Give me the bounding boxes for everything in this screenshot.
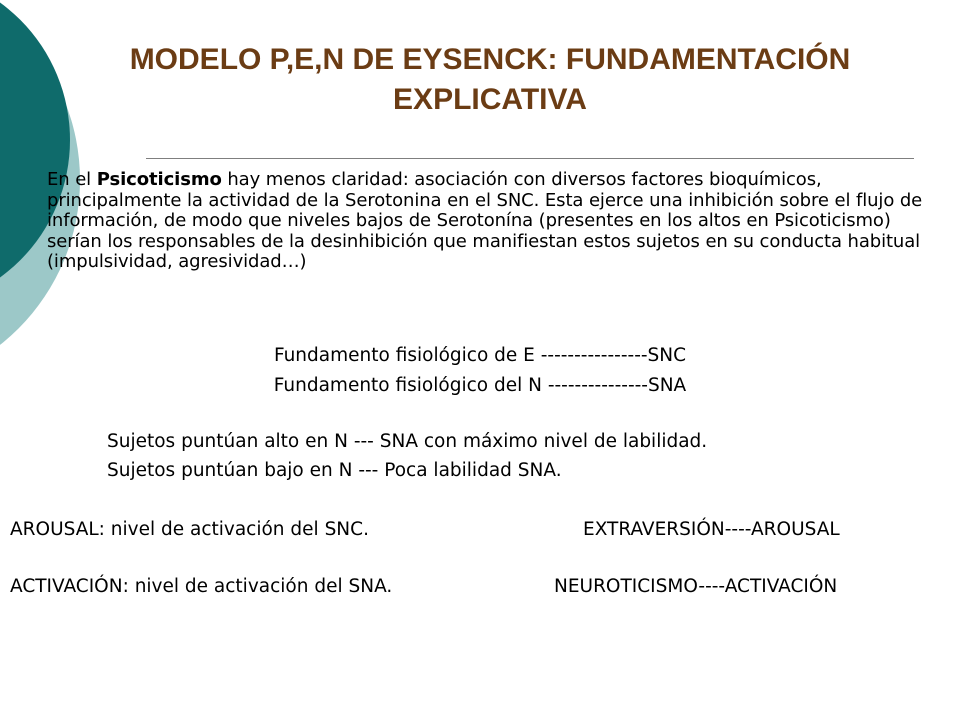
fundamento-n-line: Fundamento fisiológico del N ---------------SNA: [273, 375, 687, 396]
psicoticismo-paragraph: [47, 170, 942, 273]
slide-title: MODELO P,E,N DE EYSENCK: FUNDAMENTACIÓN EXPLICATIVA: [129, 43, 851, 116]
activacion-relation: NEUROTICISMO----ACTIVACIÓN: [554, 576, 838, 597]
paragraph-body: hay menos claridad: asociación con diversos factores bioquímicos, principalmente la actividad de la Serotonina en el SNC. Esta ejerce una inhibición sobre el flujo de información, de modo que niveles bajos de Serotonína (presentes en los altos en Psicoticismo) serían los responsables de la desinhibición que manifiestan estos sujetos en su conducta habitual (impulsividad, agresividad…): [47, 169, 923, 272]
paragraph-intro: En el: [47, 169, 97, 190]
sujetos-bajo-line: Sujetos puntúan bajo en N --- Poca labilidad SNA.: [107, 460, 562, 481]
arousal-definition: AROUSAL: nivel de activación del SNC.: [10, 519, 369, 540]
paragraph-bold-term: Psicoticismo: [96, 169, 222, 190]
activacion-definition: ACTIVACIÓN: nivel de activación del SNA.: [10, 576, 393, 597]
title-divider: [146, 158, 914, 159]
fundamento-e-line: Fundamento fisiológico de E ----------------SNC: [273, 345, 687, 366]
arousal-relation: EXTRAVERSIÓN----AROUSAL: [583, 519, 840, 540]
sujetos-alto-line: Sujetos puntúan alto en N --- SNA con máximo nivel de labilidad.: [107, 431, 708, 452]
